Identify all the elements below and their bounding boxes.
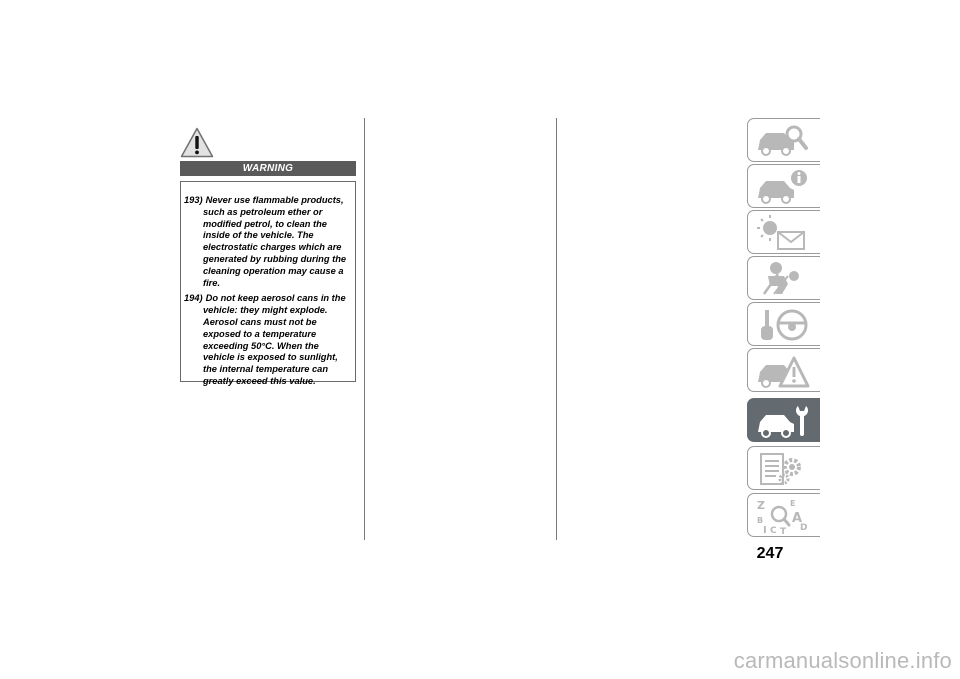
chapter-tab-servicing-maintenance[interactable]	[747, 398, 820, 442]
chapter-tab-dashboard[interactable]	[747, 164, 820, 208]
chapter-tab-emergency[interactable]	[747, 348, 820, 392]
warning-heading: WARNING	[180, 161, 356, 176]
svg-text:B: B	[757, 516, 764, 525]
chapter-tab-technical-specifications[interactable]	[747, 446, 820, 490]
warning-box	[180, 181, 356, 386]
car-wrench-icon	[754, 402, 814, 440]
svg-text:A: A	[792, 511, 803, 526]
svg-text:E: E	[790, 499, 796, 508]
warning-item-number: 193)	[184, 195, 203, 205]
document-gear-icon	[754, 450, 814, 488]
svg-text:C: C	[770, 526, 777, 535]
chapter-tab-index[interactable]	[747, 493, 820, 537]
key-steering-wheel-icon	[754, 306, 814, 344]
car-info-icon	[754, 168, 814, 206]
column-divider-right	[556, 118, 557, 540]
svg-text:D: D	[800, 523, 808, 533]
svg-text:T: T	[780, 527, 787, 535]
warning-item	[184, 195, 351, 289]
warning-triangle-icon	[180, 127, 214, 158]
warning-item-text: Never use flammable products, such as petroleum ether or modified petrol, to clean the inside of the vehicle. The electrostatic charges which are generated by rubbing during the cleaning operation may cause a fire.	[203, 195, 347, 288]
chapter-tab-getting-to-know[interactable]	[747, 118, 820, 162]
seat-passenger-icon	[754, 260, 814, 298]
svg-text:I: I	[763, 525, 767, 535]
chapter-tab-safety[interactable]	[747, 256, 820, 300]
light-envelope-icon	[754, 214, 814, 252]
warning-item-text: Do not keep aerosol cans in the vehicle: they might explode. Aerosol cans must not be exposed to a temperature exceeding 50°C. When the vehicle is exposed to sunlight, the internal temperature can greatly exceed this value.	[203, 293, 346, 386]
car-warning-triangle-icon	[754, 352, 814, 390]
warning-item-number: 194)	[184, 293, 203, 304]
footer-watermark: carmanualsonline.info	[733, 648, 952, 673]
warning-item	[184, 293, 351, 387]
column-divider-left	[364, 118, 365, 540]
alphabet-index-icon	[754, 497, 814, 535]
car-magnifier-icon	[754, 122, 814, 160]
chapter-tab-safety-lights[interactable]	[747, 210, 820, 254]
page-number: 247	[756, 545, 784, 562]
chapter-tab-starting-driving[interactable]	[747, 302, 820, 346]
svg-text:Z: Z	[757, 499, 765, 512]
